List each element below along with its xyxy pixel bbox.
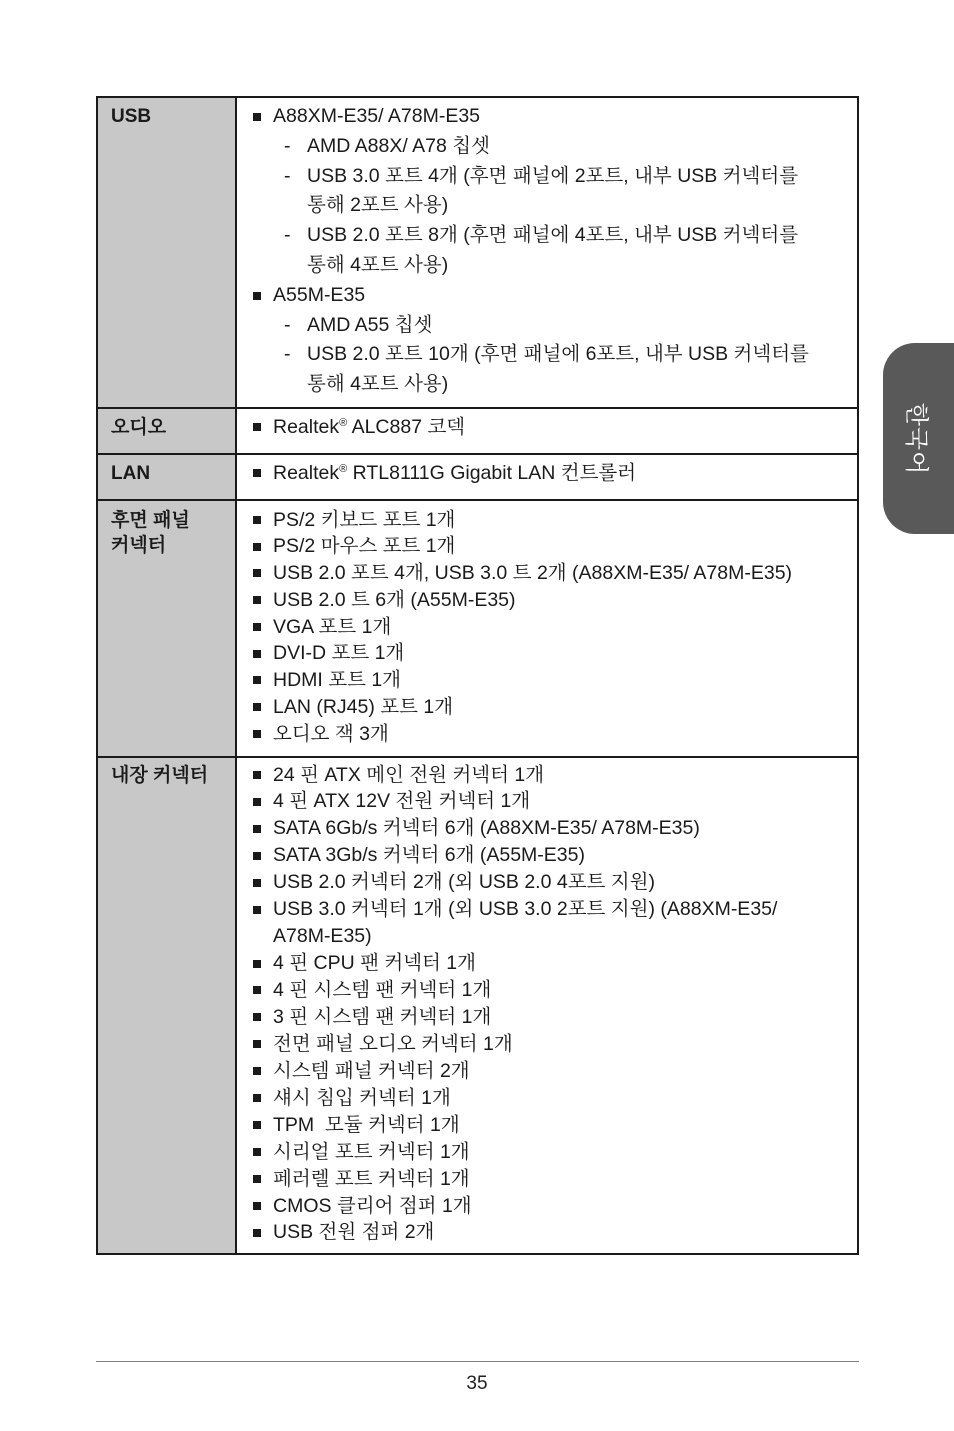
item-text: 오디오 잭 3개: [273, 722, 389, 745]
item-text: 3 핀 시스템 팬 커넥터 1개: [273, 1005, 492, 1028]
item-text: USB 2.0 포트 4개, USB 3.0 트 2개 (A88XM-E35/ A78M-E35): [273, 562, 793, 585]
list-item: [237, 896, 845, 950]
list-item: [237, 533, 845, 560]
item-text: TPM 모듈 커넥터 1개: [273, 1113, 460, 1136]
item-text-rest: ALC887 코덱: [347, 415, 466, 438]
list-item: [237, 762, 845, 789]
item-text: USB 전원 점퍼 2개: [273, 1221, 435, 1244]
item-text: SATA 3Gb/s 커넥터 6개 (A55M-E35): [273, 844, 585, 867]
spec-row-audio: [98, 407, 857, 453]
sub-list-item: [237, 162, 845, 222]
item-text: A55M-E35: [273, 283, 366, 306]
spec-content-usb: [237, 98, 857, 407]
list-item: [237, 1085, 845, 1112]
spec-content-internal-connectors: [237, 758, 857, 1253]
list-item: [237, 1031, 845, 1058]
item-text: USB 3.0 포트 4개 (후면 패널에 2포트, 내부 USB 커넥터를 통해 2포트 사용): [307, 164, 799, 217]
list-item: [237, 950, 845, 977]
item-text: HDMI 포트 1개: [273, 669, 402, 692]
sub-list-item: [237, 221, 845, 281]
list-item: [237, 1166, 845, 1193]
item-text: USB 2.0 트 6개 (A55M-E35): [273, 588, 516, 611]
registered-mark: ®: [339, 462, 348, 475]
list-item: [237, 587, 845, 614]
item-text: AMD A55 칩셋: [307, 313, 433, 336]
spec-label-usb: USB: [98, 98, 237, 407]
list-item: [237, 815, 845, 842]
spec-row-rear-panel: [98, 499, 857, 756]
list-item: [237, 507, 845, 534]
list-item: [237, 560, 845, 587]
list-item: [237, 614, 845, 641]
list-item: [237, 1004, 845, 1031]
item-text: VGA 포트 1개: [273, 615, 392, 638]
item-text: 시스템 패널 커넥터 2개: [273, 1059, 470, 1082]
item-text: SATA 6Gb/s 커넥터 6개 (A88XM-E35/ A78M-E35): [273, 817, 700, 840]
item-text: DVI-D 포트 1개: [273, 642, 405, 665]
sub-list-item: [237, 340, 845, 400]
page-number: 35: [466, 1373, 488, 1394]
item-text: 4 핀 ATX 12V 전원 커넥터 1개: [273, 790, 531, 813]
item-text: 4 핀 시스템 팬 커넥터 1개: [273, 979, 492, 1001]
item-text: PS/2 마우스 포트 1개: [273, 535, 456, 558]
sub-list-item: [237, 311, 845, 341]
item-text: PS/2 키보드 포트 1개: [273, 508, 456, 531]
list-item: [237, 842, 845, 869]
spec-label-audio: 오디오: [98, 409, 237, 453]
item-text: USB 3.0 커넥터 1개 (외 USB 3.0 2포트 지원) (A88XM-E35/ A78M-E35): [273, 898, 778, 948]
spec-row-usb: [98, 98, 857, 407]
spec-row-internal-connectors: [98, 756, 857, 1253]
spec-label-lan: LAN: [98, 455, 237, 499]
spec-content-audio: [237, 409, 857, 453]
item-text: 섀시 침입 커넥터 1개: [273, 1086, 451, 1109]
item-text: 4 핀 CPU 팬 커넥터 1개: [273, 952, 476, 975]
list-item: [237, 977, 845, 1004]
item-text: Realtek: [273, 415, 340, 438]
item-text: LAN (RJ45) 포트 1개: [273, 695, 454, 718]
item-text: 페러렐 포트 커넥터 1개: [273, 1167, 470, 1190]
footer-rule: [96, 1361, 859, 1362]
list-item: [237, 640, 845, 667]
item-text: CMOS 클리어 점퍼 1개: [273, 1194, 472, 1217]
list-item: [237, 414, 845, 441]
list-item: [237, 460, 845, 487]
list-item: [237, 1112, 845, 1139]
list-item: [237, 788, 845, 815]
list-item: [237, 102, 845, 132]
list-item: [237, 667, 845, 694]
item-text: 전면 패널 오디오 커넥터 1개: [273, 1032, 513, 1055]
list-item: [237, 1058, 845, 1085]
item-text-rest: RTL8111G Gigabit LAN 컨트롤러: [347, 461, 637, 484]
language-tab: [883, 343, 954, 534]
registered-mark: ®: [339, 416, 348, 429]
spec-label-internal-connectors: 내장 커넥터: [98, 758, 237, 1253]
item-text: Realtek: [273, 461, 340, 484]
item-text: 시리얼 포트 커넥터 1개: [273, 1140, 470, 1163]
list-item: [237, 1139, 845, 1166]
list-item: [237, 721, 845, 748]
item-text: A88XM-E35/ A78M-E35: [273, 105, 481, 127]
list-item: [237, 694, 845, 721]
sub-list-item: [237, 132, 845, 162]
item-text: USB 2.0 포트 8개 (후면 패널에 4포트, 내부 USB 커넥터를 통해 4포트 사용): [307, 224, 799, 276]
item-text: 24 핀 ATX 메인 전원 커넥터 1개: [273, 763, 545, 786]
list-item: [237, 1193, 845, 1220]
list-item: [237, 1219, 845, 1246]
list-item: [237, 281, 845, 311]
spec-row-lan: [98, 453, 857, 499]
spec-label-rear-panel: 후면 패널 커넥터: [98, 501, 237, 756]
item-text: AMD A88X/ A78 칩셋: [307, 134, 490, 157]
item-text: USB 2.0 포트 10개 (후면 패널에 6포트, 내부 USB 커넥터를 통해 4포트 사용): [307, 343, 809, 396]
spec-content-lan: [237, 455, 857, 499]
spec-table: [96, 96, 859, 1255]
list-item: [237, 869, 845, 896]
language-tab-label: 한국어: [902, 402, 929, 475]
item-text: USB 2.0 커넥터 2개 (외 USB 2.0 4포트 지원): [273, 871, 655, 894]
spec-content-rear-panel: [237, 501, 857, 756]
